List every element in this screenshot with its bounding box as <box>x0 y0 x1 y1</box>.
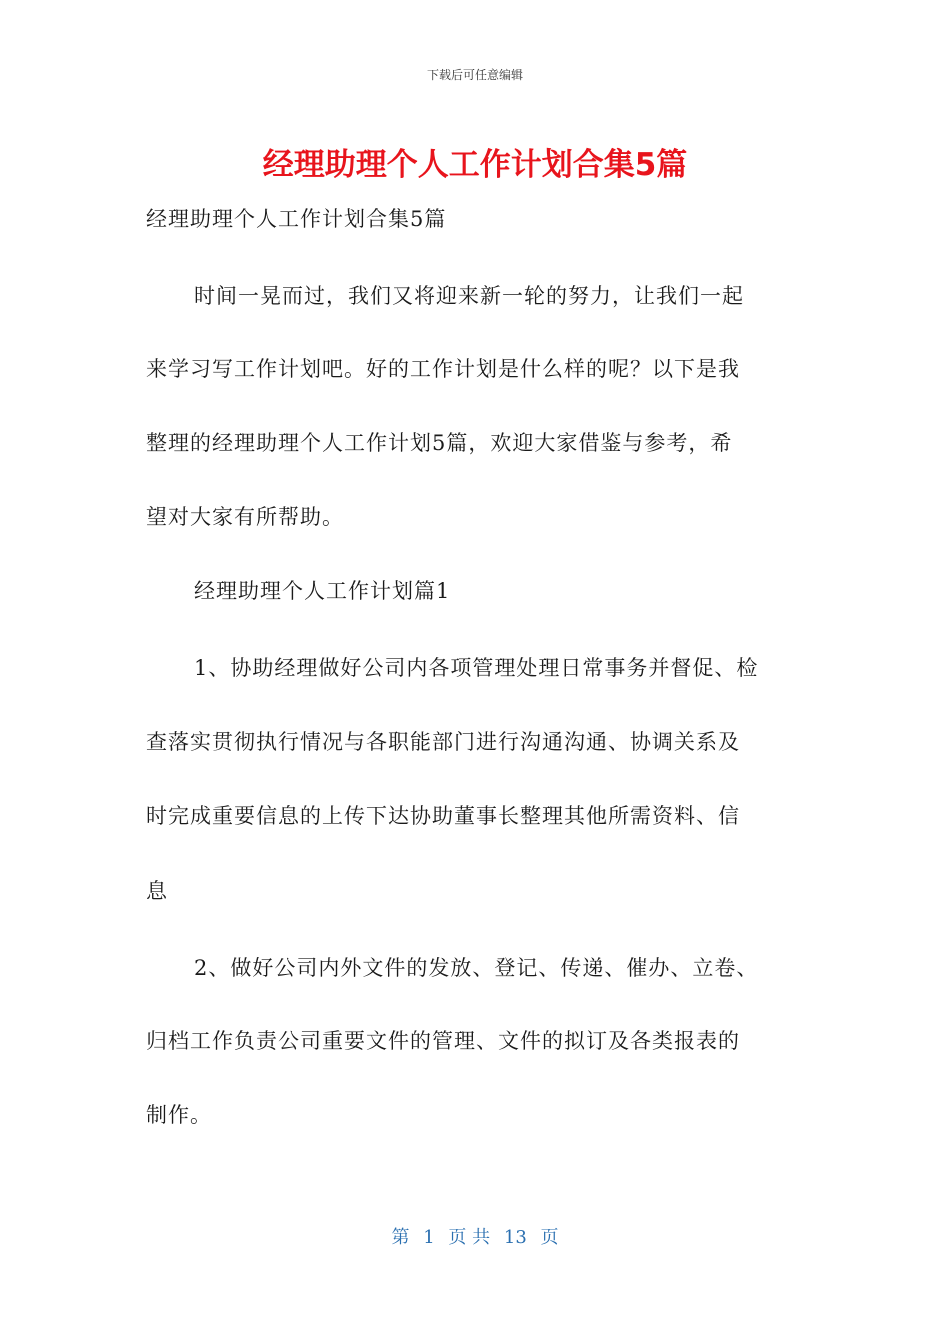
paragraph-line: 1、协助经理做好公司内各项管理处理日常事务并督促、检 <box>194 656 759 680</box>
footer-suffix: 页 <box>540 1227 559 1248</box>
paragraph-line: 制作。 <box>146 1103 212 1127</box>
paragraph-line: 时完成重要信息的上传下达协助董事长整理其他所需资料、信 <box>146 804 740 828</box>
footer-mid: 页 共 <box>448 1227 491 1248</box>
subtitle-line: 经理助理个人工作计划合集5篇 <box>146 207 447 231</box>
paragraph-line: 整理的经理助理个人工作计划5篇，欢迎大家借鉴与参考，希 <box>146 431 733 455</box>
footer-total-pages: 13 <box>503 1227 527 1248</box>
paragraph-line: 望对大家有所帮助。 <box>146 505 344 529</box>
page-footer <box>0 1226 950 1250</box>
paragraph-line: 归档工作负责公司重要文件的管理、文件的拟订及各类报表的 <box>146 1029 740 1053</box>
paragraph-line: 2、做好公司内外文件的发放、登记、传递、催办、立卷、 <box>194 956 759 980</box>
footer-prefix: 第 <box>391 1227 410 1248</box>
header-note: 下载后可任意编辑 <box>426 68 523 82</box>
paragraph-line: 来学习写工作计划吧。好的工作计划是什么样的呢？以下是我 <box>146 357 740 381</box>
paragraph-line: 时间一晃而过，我们又将迎来新一轮的努力，让我们一起 <box>194 284 744 308</box>
paragraph-line: 查落实贯彻执行情况与各职能部门进行沟通沟通、协调关系及 <box>146 730 740 754</box>
paragraph-line: 息 <box>146 879 168 903</box>
footer-page-number: 1 <box>423 1227 435 1248</box>
section-heading: 经理助理个人工作计划篇1 <box>194 579 451 603</box>
document-title: 经理助理个人工作计划合集5篇 <box>262 147 688 183</box>
